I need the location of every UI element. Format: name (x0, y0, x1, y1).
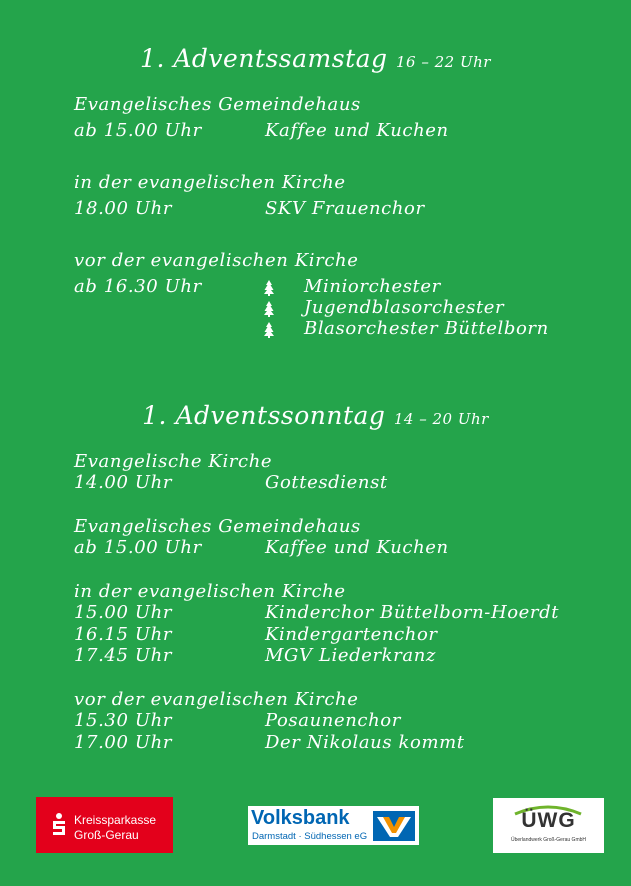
day2-place-4: vor der evangelischen Kirche (74, 689, 359, 710)
day1-title-text: 1. Adventssamstag (140, 44, 388, 73)
day2-time-2: ab 15.00 Uhr (74, 537, 202, 558)
day2-event-1: Gottesdienst (265, 472, 388, 493)
day1-event-2: SKV Frauenchor (265, 198, 425, 219)
volksbank-sub: Darmstadt · Südhessen eG (252, 831, 368, 842)
sparkasse-logo[interactable] (36, 797, 173, 853)
day2-time-3c: 17.45 Uhr (74, 645, 173, 666)
day1-title (0, 44, 631, 73)
day2-title (0, 401, 631, 430)
day1-time-3: ab 16.30 Uhr (74, 276, 202, 297)
day1-item-3: Blasorchester Büttelborn (304, 318, 549, 339)
day2-event-2: Kaffee und Kuchen (265, 537, 449, 558)
day1-place-1: Evangelisches Gemeindehaus (74, 94, 361, 115)
day1-item-1: Miniorchester (304, 276, 441, 297)
day2-event-3b: Kindergartenchor (265, 624, 438, 645)
day1-time-2: 18.00 Uhr (74, 198, 173, 219)
sparkasse-line1: Kreissparkasse (74, 813, 157, 827)
day2-hours: 14 – 20 Uhr (393, 410, 489, 428)
tree-icon (263, 301, 275, 317)
day2-time-3b: 16.15 Uhr (74, 624, 173, 645)
tree-icon (263, 322, 275, 338)
day2-place-1: Evangelische Kirche (74, 451, 273, 472)
day1-place-2: in der evangelischen Kirche (74, 172, 346, 193)
day1-hours: 16 – 22 Uhr (395, 53, 491, 71)
day2-time-4a: 15.30 Uhr (74, 710, 173, 731)
day2-event-3c: MGV Liederkranz (265, 645, 436, 666)
uewg-sub: Überlandwerk Groß-Gerau GmbH (510, 837, 587, 843)
day1-event-1: Kaffee und Kuchen (265, 120, 449, 141)
day2-time-4b: 17.00 Uhr (74, 732, 173, 753)
volksbank-logo[interactable] (248, 806, 419, 845)
day2-time-3a: 15.00 Uhr (74, 602, 173, 623)
sparkasse-line2: Groß-Gerau (74, 828, 139, 842)
day2-event-3a: Kinderchor Büttelborn-Hoerdt (265, 602, 560, 623)
day2-place-3: in der evangelischen Kirche (74, 581, 346, 602)
tree-icon (263, 280, 275, 296)
sparkasse-s-icon (50, 813, 68, 837)
volksbank-mark-icon (373, 811, 415, 841)
uewg-logo[interactable] (493, 798, 604, 853)
volksbank-name: Volksbank (251, 807, 350, 829)
uewg-name: ÜWG (521, 809, 576, 832)
day1-time-1: ab 15.00 Uhr (74, 120, 202, 141)
day2-event-4a: Posaunenchor (265, 710, 401, 731)
day2-event-4b: Der Nikolaus kommt (265, 732, 465, 753)
day2-time-1: 14.00 Uhr (74, 472, 173, 493)
day1-place-3: vor der evangelischen Kirche (74, 250, 359, 271)
day1-item-2: Jugendblasorchester (304, 297, 505, 318)
day2-title-text: 1. Adventssonntag (142, 401, 386, 430)
day2-place-2: Evangelisches Gemeindehaus (74, 516, 361, 537)
